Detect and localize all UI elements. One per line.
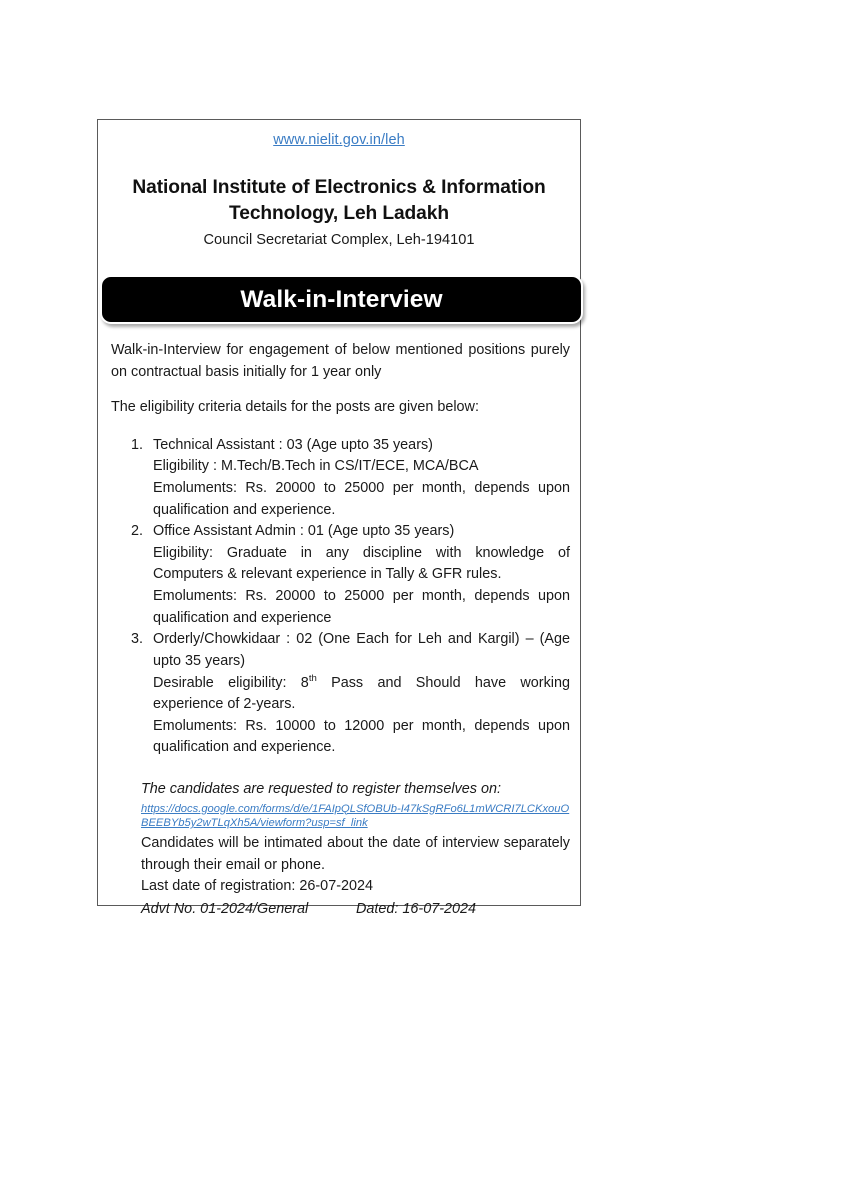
website-link[interactable]: www.nielit.gov.in/leh [273, 132, 405, 148]
document-body [98, 120, 580, 917]
registration-block [111, 779, 570, 921]
document-page [97, 119, 581, 917]
post-title: Orderly/Chowkidaar : 02 (One Each for Leh and Kargil) – (Age upto 35 years) [153, 631, 570, 669]
post-number: 2. [130, 523, 143, 540]
banner-container [100, 275, 583, 324]
banner-title: Walk-in-Interview [240, 285, 443, 313]
post-eligibility: Eligibility: Graduate in any discipline with knowledge of Computers & relevant experience in Tally & GFR rules. [153, 544, 570, 583]
post-number: 3. [130, 631, 143, 648]
intro-paragraph-1: Walk-in-Interview for engagement of below mentioned positions purely on contractual basis initially for 1 year only [111, 342, 570, 380]
post-item-office-assistant [111, 521, 570, 629]
post-emoluments: Emoluments: Rs. 10000 to 12000 per month, depends upon qualification and experience. [153, 717, 570, 756]
ordinal-suffix: th [308, 672, 317, 684]
organization-address: Council Secretariat Complex, Leh-194101 [203, 232, 475, 249]
registration-form-link[interactable]: https://docs.google.com/forms/d/e/1FAIpQLSfOBUb-I47kSgRFo6L1mWCRI7LCKxouOBEEBYb5y2wTLqXh5A/viewform?usp=sf_link [141, 802, 570, 830]
walk-in-interview-banner [100, 275, 583, 324]
issue-date: Dated: 16-07-2024 [356, 900, 477, 917]
post-list [111, 435, 570, 759]
registration-lead: The candidates are requested to register themselves on: [141, 780, 501, 797]
post-item-technical-assistant [111, 435, 570, 521]
footer-row [141, 899, 570, 921]
post-eligibility [153, 673, 570, 716]
post-emoluments: Emoluments: Rs. 20000 to 25000 per month, depends upon qualification and experience [153, 588, 570, 626]
post-eligibility-suffix: Pass and Should have working experience of 2-years. [153, 674, 570, 713]
last-date-of-registration: Last date of registration: 26-07-2024 [141, 878, 373, 895]
post-title: Office Assistant Admin : 01 (Age upto 35 years) [153, 523, 455, 540]
post-eligibility-prefix: Desirable eligibility: 8 [153, 674, 309, 691]
organization-title: National Institute of Electronics & Information Technology, Leh Ladakh [132, 177, 546, 224]
post-number: 1. [130, 436, 143, 453]
post-item-orderly-chowkidaar [111, 629, 570, 759]
post-emoluments: Emoluments: Rs. 20000 to 25000 per month, depends upon qualification and experience. [153, 480, 570, 518]
intimation-note: Candidates will be intimated about the date of interview separately through their email or phone. [141, 835, 570, 873]
website-link-row [98, 120, 580, 149]
post-title: Technical Assistant : 03 (Age upto 35 years) [153, 436, 433, 453]
notice-body [111, 340, 570, 921]
advertisement-number: Advt No. 01-2024/General [141, 900, 309, 917]
post-eligibility: Eligibility : M.Tech/B.Tech in CS/IT/ECE, MCA/BCA [153, 458, 479, 475]
intro-paragraph-2: The eligibility criteria details for the posts are given below: [111, 399, 479, 416]
